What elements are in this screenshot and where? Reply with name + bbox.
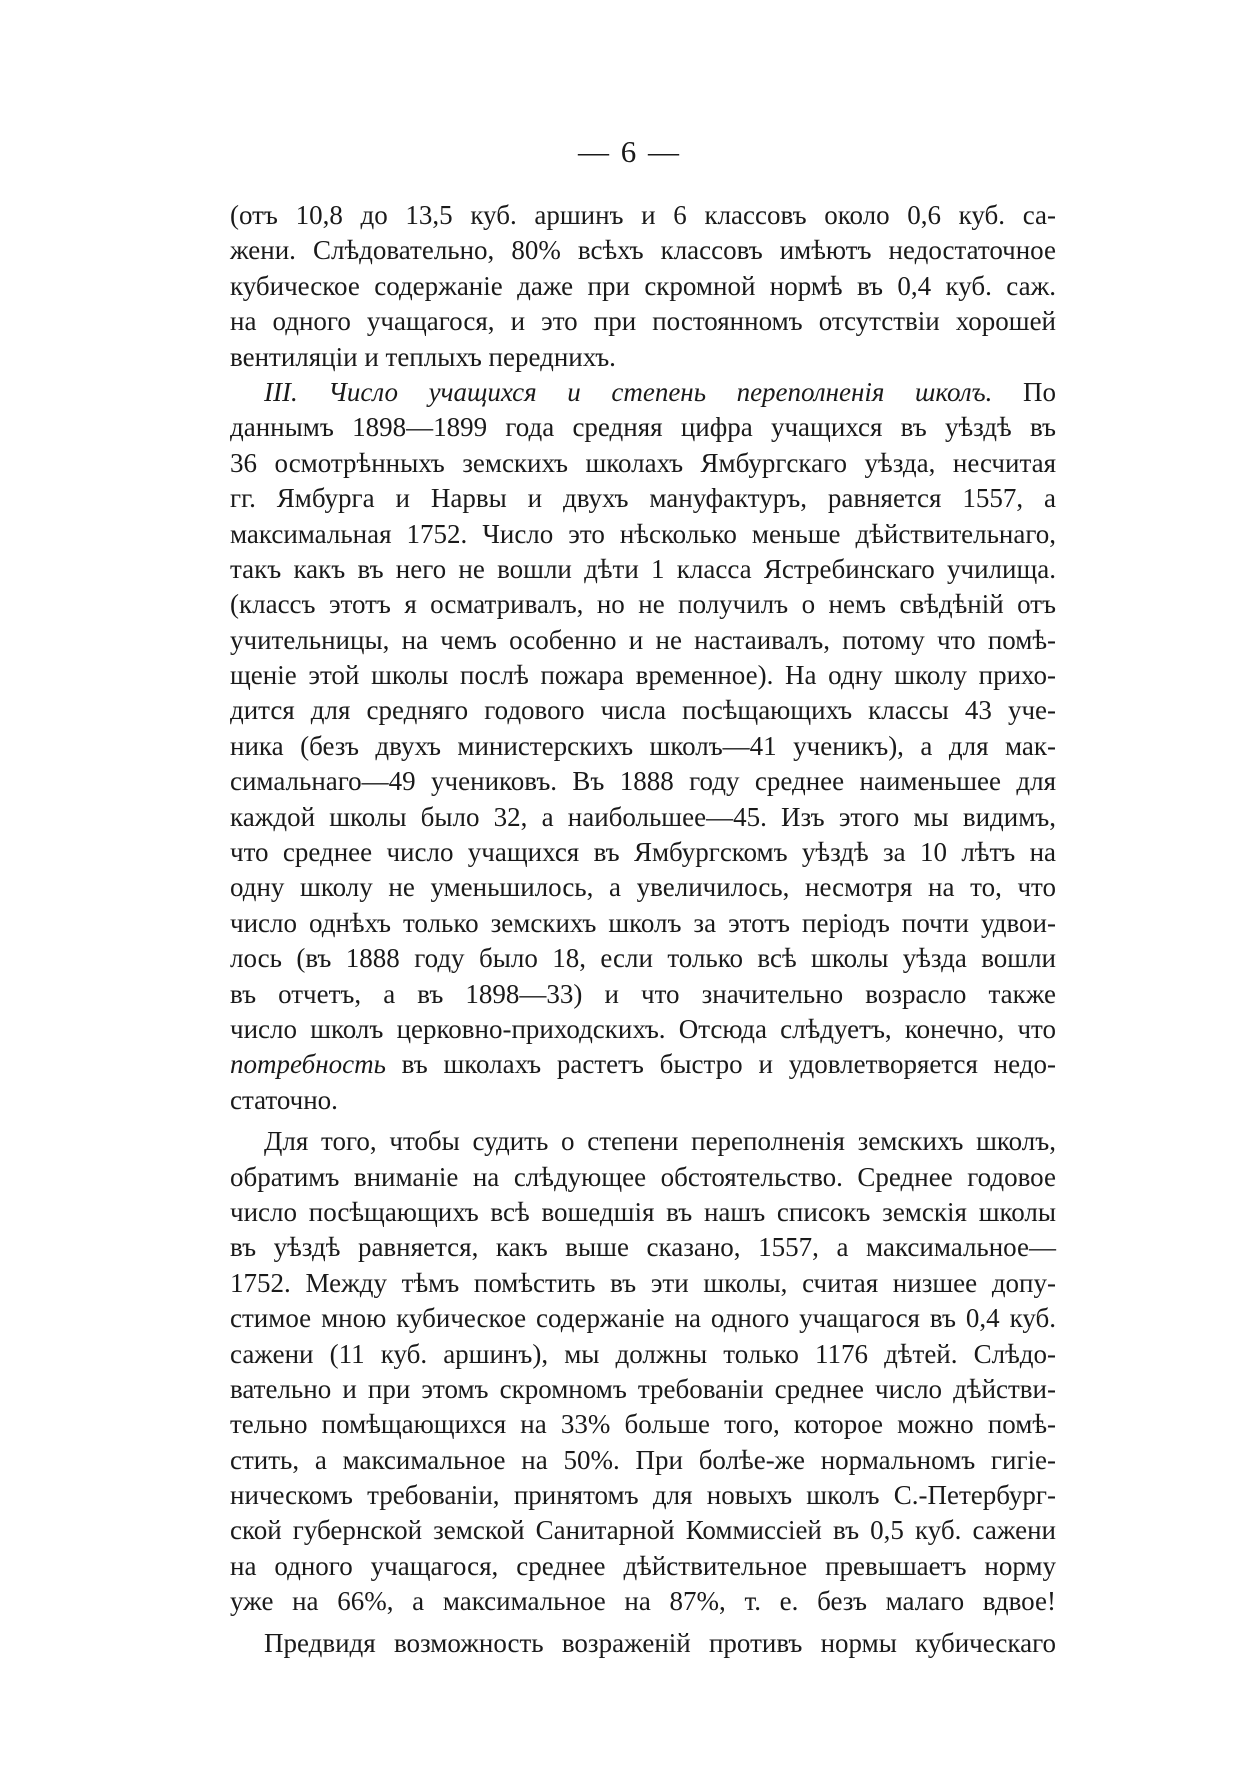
text-line: симальнаго—49 учениковъ. Въ 1888 году среднее наименьшее для [230, 766, 1056, 797]
text-line: на одного учащагося, и это при постоянномъ отсутствіи хорошей [230, 306, 1056, 337]
text-line: вательно и при этомъ скромномъ требованіи среднее число дѣйстви- [230, 1373, 1056, 1404]
text-line: число однѣхъ только земскихъ школъ за этотъ періодъ почти удвои- [230, 907, 1056, 938]
text-line [230, 375, 1056, 410]
text-line: ническомъ требованіи, принятомъ для новыхъ школъ С.-Петербург- [230, 1480, 1056, 1511]
text-line: въ уѣздѣ равняется, какъ выше сказано, 1557, а максимальное— [230, 1232, 1056, 1263]
text-line: учительницы, на чемъ особенно и не настаивалъ, потому что помѣ- [230, 624, 1056, 655]
text-line: стимое мною кубическое содержаніе на одного учащагося въ 0,4 куб. [230, 1303, 1056, 1334]
text-line: число посѣщающихъ всѣ вошедшія въ нашъ списокъ земскія школы [230, 1196, 1056, 1227]
text-line: щеніе этой школы послѣ пожара временное). На одну школу прихо- [230, 660, 1056, 691]
text-line: сажени (11 куб. аршинъ), мы должны только 1176 дѣтей. Слѣдо- [230, 1338, 1056, 1369]
text-line: Предвидя возможность возраженій противъ нормы кубическаго [264, 1627, 1056, 1658]
page-number: — 6 — [578, 134, 681, 169]
text-line: такъ какъ въ него не вошли дѣти 1 класса Ястребинскаго училища. [230, 553, 1056, 584]
text-line [230, 1047, 1056, 1082]
text-line: даннымъ 1898—1899 года средняя цифра учащихся въ уѣздѣ въ [230, 412, 1056, 443]
emphasized-text: потребность [230, 1049, 386, 1080]
text-line: обратимъ вниманіе на слѣдующее обстоятельство. Среднее годовое [230, 1161, 1056, 1192]
text-line: каждой школы было 32, а наибольшее—45. Изъ этого мы видимъ, [230, 801, 1056, 832]
text-line: (отъ 10,8 до 13,5 куб. аршинъ и 6 классовъ около 0,6 куб. са- [230, 200, 1056, 230]
text-line: жени. Слѣдовательно, 80% всѣхъ классовъ имѣютъ недостаточное [230, 235, 1056, 266]
text-line: въ отчетъ, а въ 1898—33) и что значительно возрасло также [230, 978, 1056, 1009]
emphasized-text: III. Число учащихся и степень переполненія школъ. [264, 376, 993, 407]
text-line: Для того, чтобы судить о степени переполненія земскихъ школъ, [264, 1126, 1056, 1157]
text-line: ской губернской земской Санитарной Коммиссіей въ 0,5 куб. сажени [230, 1515, 1056, 1546]
line-text: въ школахъ растетъ быстро и удовлетворяется недо- [385, 1049, 1056, 1080]
text-line: на одного учащагося, среднее дѣйствительное превышаетъ норму [230, 1550, 1056, 1581]
text-line: что среднее число учащихся въ Ямбургскомъ уѣздѣ за 10 лѣтъ на [230, 837, 1056, 868]
text-line: кубическое содержаніе даже при скромной нормѣ въ 0,4 куб. саж. [230, 270, 1056, 301]
body-text [230, 198, 1056, 1661]
text-line: лось (въ 1888 году было 18, если только всѣ школы уѣзда вошли [230, 943, 1056, 974]
text-line: ника (безъ двухъ министерскихъ школъ—41 ученикъ), а для мак- [230, 730, 1056, 761]
text-line: статочно. [230, 1084, 338, 1115]
text-line: одну школу не уменьшилось, а увеличилось, несмотря на то, что [230, 872, 1056, 903]
text-line: максимальная 1752. Число это нѣсколько меньше дѣйствительнаго, [230, 518, 1056, 549]
text-line: стить, а максимальное на 50%. При болѣе-же нормальномъ гигіе- [230, 1444, 1056, 1475]
text-line: тельно помѣщающихся на 33% больше того, которое можно помѣ- [230, 1409, 1056, 1440]
text-line: дится для средняго годового числа посѣщающихъ классы 43 уче- [230, 695, 1056, 726]
text-line: 36 осмотрѣнныхъ земскихъ школахъ Ямбургскаго уѣзда, несчитая [230, 447, 1056, 478]
text-line: 1752. Между тѣмъ помѣстить въ эти школы, считая низшее допу- [230, 1267, 1056, 1298]
text-line: число школъ церковно-приходскихъ. Отсюда слѣдуетъ, конечно, что [230, 1013, 1056, 1044]
line-text: По [992, 376, 1056, 407]
text-line: (классъ этотъ я осматривалъ, но не получилъ о немъ свѣдѣній отъ [230, 589, 1056, 620]
text-line: вентиляціи и теплыхъ переднихъ. [230, 341, 616, 372]
text-line: уже на 66%, а максимальное на 87%, т. е. безъ малаго вдвое! [230, 1586, 1056, 1617]
text-line: гг. Ямбурга и Нарвы и двухъ мануфактуръ, равняется 1557, а [230, 483, 1056, 514]
